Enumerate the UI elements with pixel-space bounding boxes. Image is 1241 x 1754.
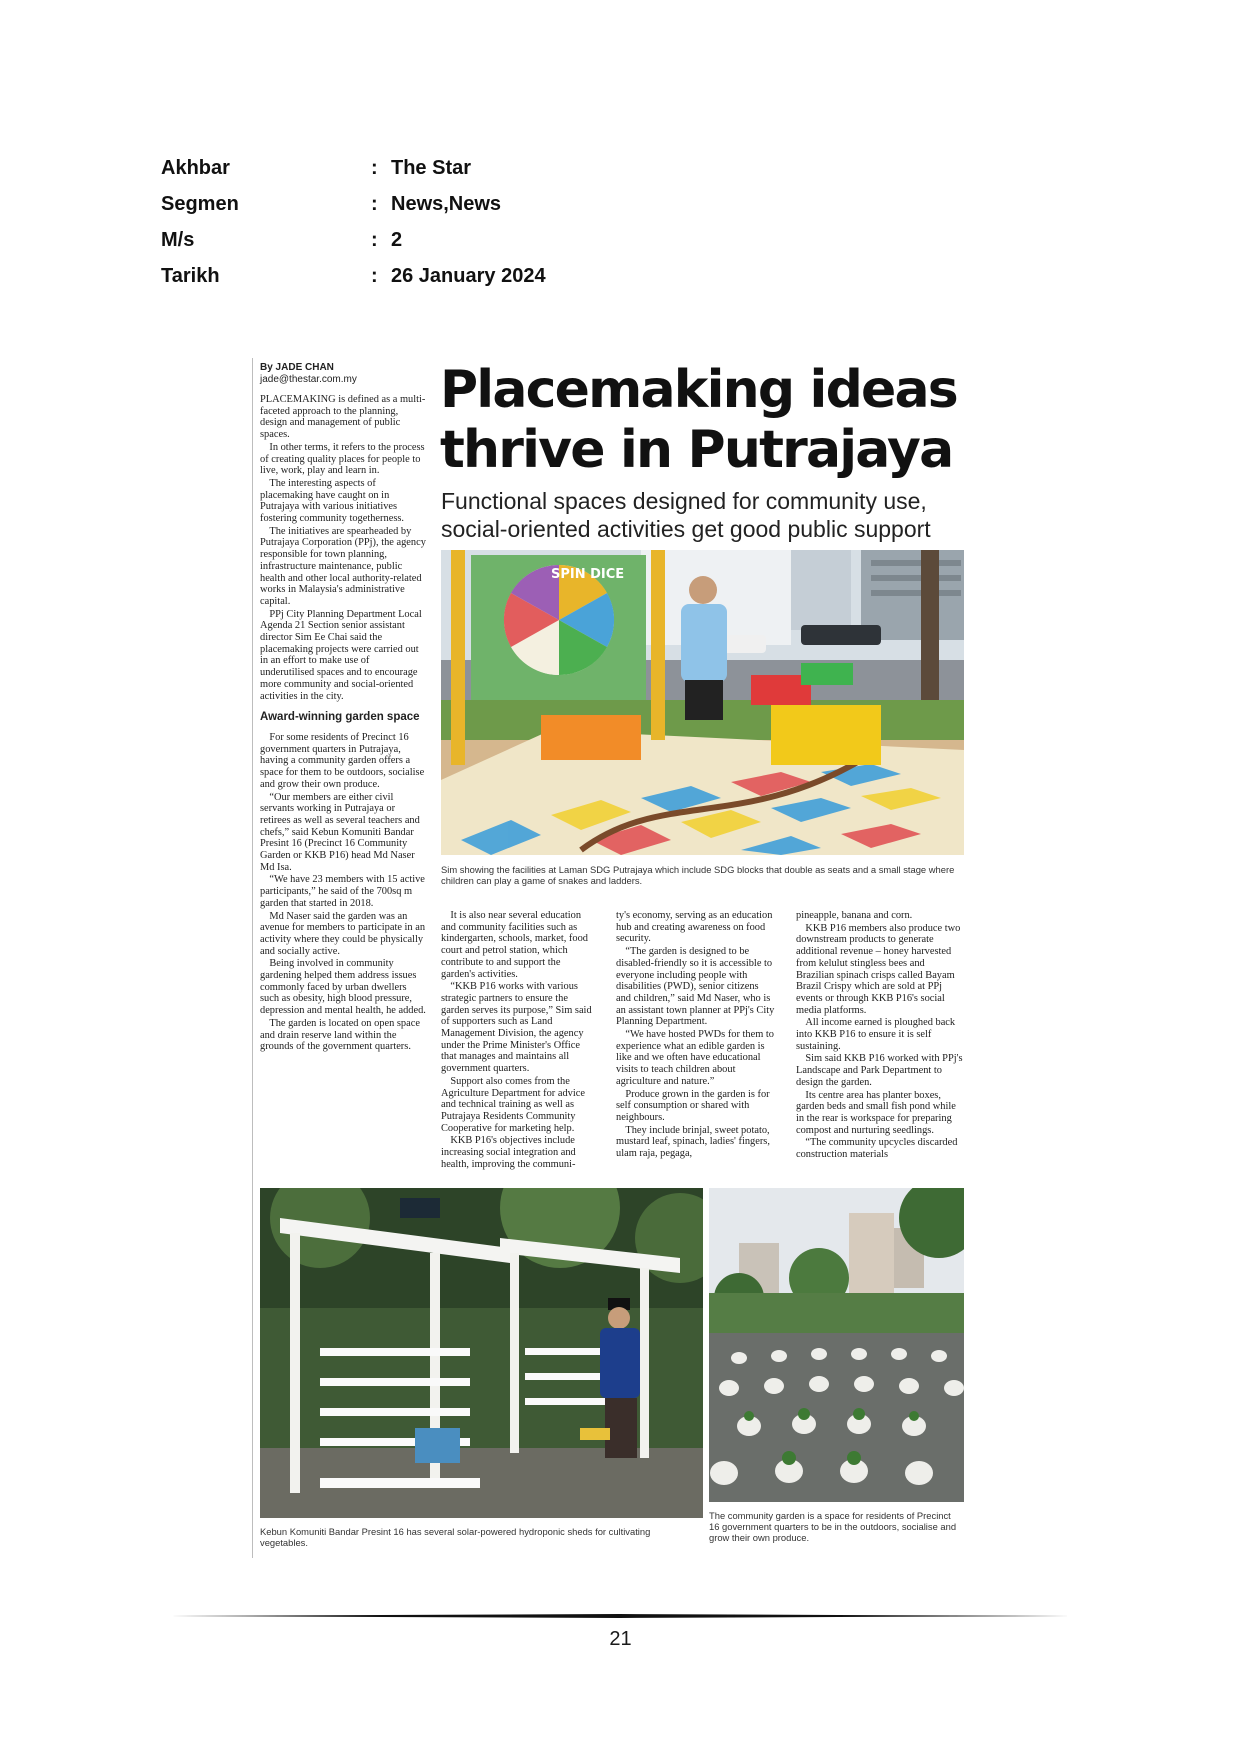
paragraph: It is also near several education and community facilities such as kindergarten, schools, market, food court and petrol station, which contribute to and support the garden's activities. xyxy=(441,910,588,980)
headline xyxy=(440,360,960,480)
photo-caption: Kebun Komuniti Bandar Presint 16 has several solar-powered hydroponic sheds for cultivating vegetables. xyxy=(260,1526,651,1548)
paragraph: The interesting aspects of placemaking have caught on in Putrajaya with various initiatives fostering community togetherness. xyxy=(260,477,404,525)
metadata-key: M/s xyxy=(161,228,195,251)
paragraph: The garden is located on open space and drain reserve land within the grounds of the government quarters. xyxy=(260,1017,420,1053)
metadata-separator: : xyxy=(371,156,378,179)
article-column-2 xyxy=(441,910,593,1171)
paragraph: For some residents of Precinct 16 government quarters in Putrajaya, having a community garden offers a space for them to be outdoors, socialise and grow their own produce. xyxy=(260,731,425,790)
paragraph: Sim said KKB P16 worked with PPj's Landscape and Park Department to design the garden. xyxy=(796,1053,963,1088)
footer-rule xyxy=(170,1614,1070,1618)
paragraph: The initiatives are spearheaded by Putrajaya Corporation (PPj), the agency responsible for town planning, infrastructure maintenance, public health and other local authority-related works in Malaysia's administrative capital. xyxy=(260,525,426,607)
headline-line-1: Placemaking ideas xyxy=(440,360,957,420)
paragraph: KKB P16 members also produce two downstream products to generate additional revenue – honey harvested from kelulut stingless bees and Brazilian spinach crisps called Bayam Brazil Crispy which are sold at PPj events or through KKB P16's social media platforms. xyxy=(796,922,961,1016)
paragraph: “We have hosted PWDs for them to experience what an edible garden is like and we often have educational visits to teach children about agriculture and nature.” xyxy=(616,1029,774,1087)
paragraph: They include brinjal, sweet potato, mustard leaf, spinach, ladies' fingers, ulam raja, pegaga, xyxy=(616,1124,770,1160)
section-subhead: Award-winning garden space xyxy=(260,711,420,724)
subheadline-line-1: Functional spaces designed for community use, xyxy=(441,488,927,514)
photo-laman-sdg-illustration xyxy=(441,550,964,855)
metadata-separator: : xyxy=(371,264,378,287)
newspaper-clipping xyxy=(252,358,966,1561)
article-column-3 xyxy=(616,910,776,1161)
author-name: By JADE CHAN xyxy=(260,362,334,373)
metadata-key: Tarikh xyxy=(161,264,220,287)
article-column-1 xyxy=(260,362,426,1054)
metadata-table xyxy=(161,150,661,294)
paragraph: All income earned is ploughed back into KKB P16 to ensure it is self sustaining. xyxy=(796,1017,956,1052)
paragraph: Md Naser said the garden was an avenue for members to participate in an activity where they could be physically and socially active. xyxy=(260,910,426,957)
board-label: SPIN DICE xyxy=(551,567,625,582)
paragraph: “Our members are either civil servants working in Putrajaya or retirees as well as several teachers and chefs,” said Kebun Komuniti Bandar Presint 16 (Precinct 16 Community Garden or KKB P16) head Md Naser Md Isa. xyxy=(260,791,420,873)
metadata-value: The Star xyxy=(391,156,472,179)
paragraph: “KKB P16 works with various strategic partners to ensure the garden serves its purpose,” Sim said of supporters such as Land Management Division, the agency under the Prime Minister's Office that manages and maintains all government quarters. xyxy=(441,981,592,1075)
clipping-edge-rule xyxy=(252,358,253,1558)
metadata-value: 2 xyxy=(391,228,403,251)
headline-line-2: thrive in Putrajaya xyxy=(440,420,953,480)
subheadline xyxy=(441,487,981,543)
paragraph: pineapple, banana and corn. xyxy=(796,910,913,921)
photo-hydroponic-illustration xyxy=(260,1188,703,1518)
metadata-value: News,News xyxy=(391,192,502,215)
photo-hydroponic-sheds xyxy=(260,1188,703,1518)
metadata-row xyxy=(161,150,661,186)
paragraph: “The community upcycles discarded construction materials xyxy=(796,1137,958,1161)
paragraph: “The garden is designed to be disabled-friendly so it is accessible to everyone including people with disabilities (PWD), senior citizens and children,” said Md Naser, who is an assistant town planner at PPj's City Planning Department. xyxy=(616,946,775,1028)
metadata-row xyxy=(161,186,661,222)
metadata-value: 26 January 2024 xyxy=(391,264,546,287)
paragraph: In other terms, it refers to the process of creating quality places for people to live, work, play and learn in. xyxy=(260,441,425,477)
photo-caption: The community garden is a space for residents of Precinct 16 government quarters to be in the outdoors, socialise and grow their own produce. xyxy=(709,1510,957,1543)
byline xyxy=(260,362,426,386)
metadata-separator: : xyxy=(371,228,378,251)
metadata-row xyxy=(161,222,661,258)
article-column-4 xyxy=(796,910,964,1162)
subheadline-line-2: social-oriented activities get good public support xyxy=(441,516,931,542)
metadata-row xyxy=(161,258,661,294)
paragraph: PLACEMAKING is defined as a multi-faceted approach to the planning, design and management of public spaces. xyxy=(260,394,426,441)
metadata-separator: : xyxy=(371,192,378,215)
paragraph: PPj City Planning Department Local Agenda 21 Section senior assistant director Sim Ee Chai said the placemaking projects were carried out in an effort to make use of underutilised spaces and to encourage more community and social-oriented activities in the city. xyxy=(260,608,422,702)
metadata-key: Segmen xyxy=(161,192,239,215)
author-email: jade@thestar.com.my xyxy=(260,374,357,385)
photo-laman-sdg xyxy=(441,550,964,855)
paragraph: KKB P16's objectives include increasing social integration and health, improving the communi- xyxy=(441,1135,576,1170)
paragraph: Produce grown in the garden is for self consumption or shared with neighbours. xyxy=(616,1088,770,1123)
paragraph: “We have 23 members with 15 active participants,” he said of the 700sq m garden that started in 2018. xyxy=(260,874,425,909)
paragraph: Being involved in community gardening helped them address issues commonly faced by urban dwellers such as obesity, high blood pressure, depression and mental health, he added. xyxy=(260,958,426,1017)
metadata-key: Akhbar xyxy=(161,156,230,179)
paragraph: Its centre area has planter boxes, garden beds and small fish pond while in the rear is workspace for preparing compost and nurturing seedlings. xyxy=(796,1089,956,1136)
paragraph: Support also comes from the Agriculture Department for advice and technical training as well as Putrajaya Residents Community Cooperative for marketing help. xyxy=(441,1075,585,1134)
page-number: 21 xyxy=(609,1628,632,1650)
paragraph: ty's economy, serving as an education hub and creating awareness on food security. xyxy=(616,910,773,945)
photo-garden-illustration xyxy=(709,1188,964,1502)
photo-community-garden xyxy=(709,1188,964,1502)
photo-caption: Sim showing the facilities at Laman SDG Putrajaya which include SDG blocks that double as seats and a small stage where children can play a game of snakes and ladders. xyxy=(441,864,955,886)
